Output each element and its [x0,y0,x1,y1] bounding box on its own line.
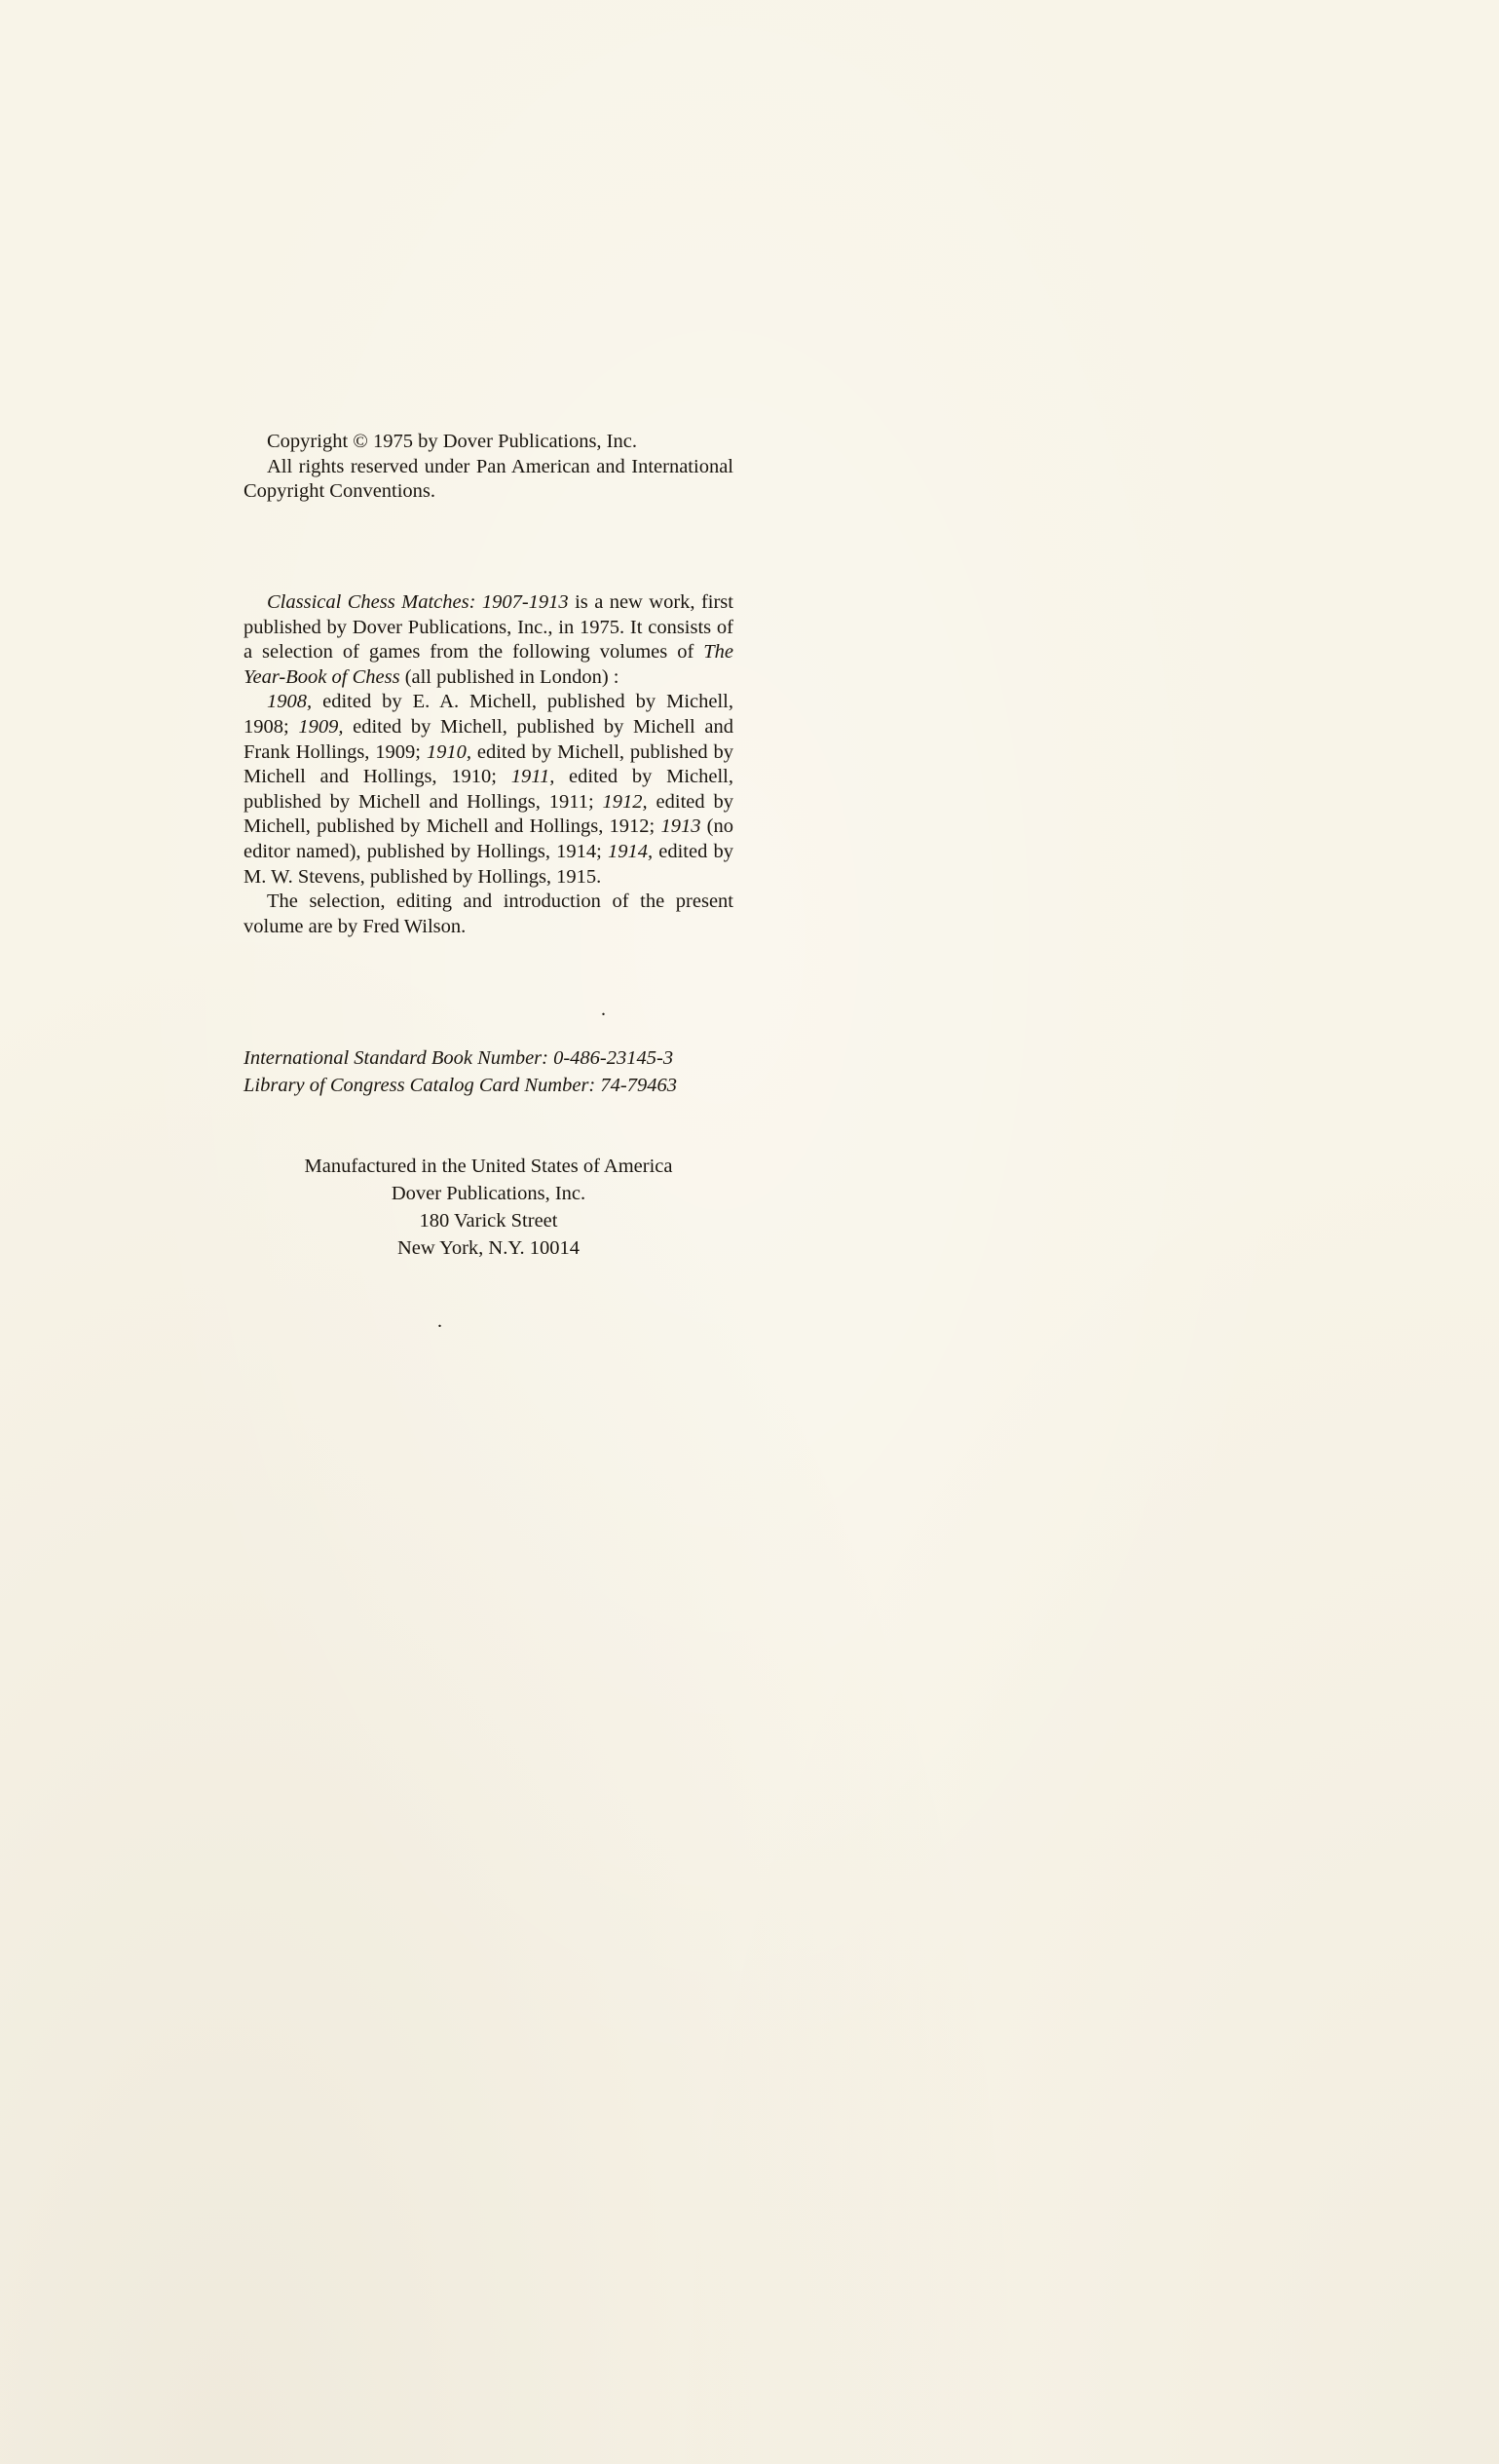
text-run: edited by E. A. Michell, published by Michell, 1908; [244,691,733,738]
year-italic: 1910, [426,740,471,763]
publication-paragraph-2 [244,690,733,890]
book-title-italic: Classical Chess Matches: 1907-1913 [267,591,569,613]
rights-reserved-line: All rights reserved under Pan American and International Copyright Conventions. [244,455,733,503]
text-run: edited by Michell, published by Michell and Frank Hollings, 1909; [244,715,733,763]
publication-paragraph-1 [244,590,733,690]
year-italic: 1913 [660,815,701,838]
stray-ink-mark: . [437,1310,442,1332]
year-italic: 1914, [607,840,654,862]
text-run: is a new work, first published by Dover Publications, Inc., in 1975. It consists of a selection of games from the following volumes of [244,591,733,663]
text-run: edited by M. W. Stevens, published by Hollings, 1915. [244,840,733,888]
publication-paragraph-3: The selection, editing and introduction of the present volume are by Fred Wilson. [244,891,733,937]
year-italic: 1912, [602,790,648,813]
catalog-numbers [244,1044,733,1099]
publisher-line: Dover Publications, Inc. [391,1183,586,1204]
text-run: edited by Michell, published by Michell and Hollings, 1912; [244,790,733,838]
text-run: edited by Michell, published by Michell and Hollings, 1911; [244,766,733,813]
copyright-notice [244,430,733,505]
copyright-line: Copyright © 1975 by Dover Publications, Inc. [267,431,637,452]
isbn-line: International Standard Book Number: 0-486-23145-3 [244,1047,674,1069]
text-run: (no editor named), published by Hollings, 1914; [244,815,734,862]
year-italic: 1909, [298,715,344,738]
street-address-line: 180 Varick Street [419,1210,558,1232]
stray-ink-mark: . [601,999,606,1020]
manufactured-line: Manufactured in the United States of America [304,1156,673,1177]
imprint [244,1153,733,1262]
publication-note [244,590,733,939]
year-italic: 1908, [267,691,313,713]
yearbook-title-italic: The Year-Book of Chess [244,641,733,688]
text-run: (all published in London) : [399,665,619,688]
city-state-zip-line: New York, N.Y. 10014 [397,1237,580,1259]
lccn-line: Library of Congress Catalog Card Number: 74-79463 [244,1075,677,1096]
year-italic: 1911, [510,766,555,788]
text-run: edited by Michell, published by Michell and Hollings, 1910; [244,740,733,788]
